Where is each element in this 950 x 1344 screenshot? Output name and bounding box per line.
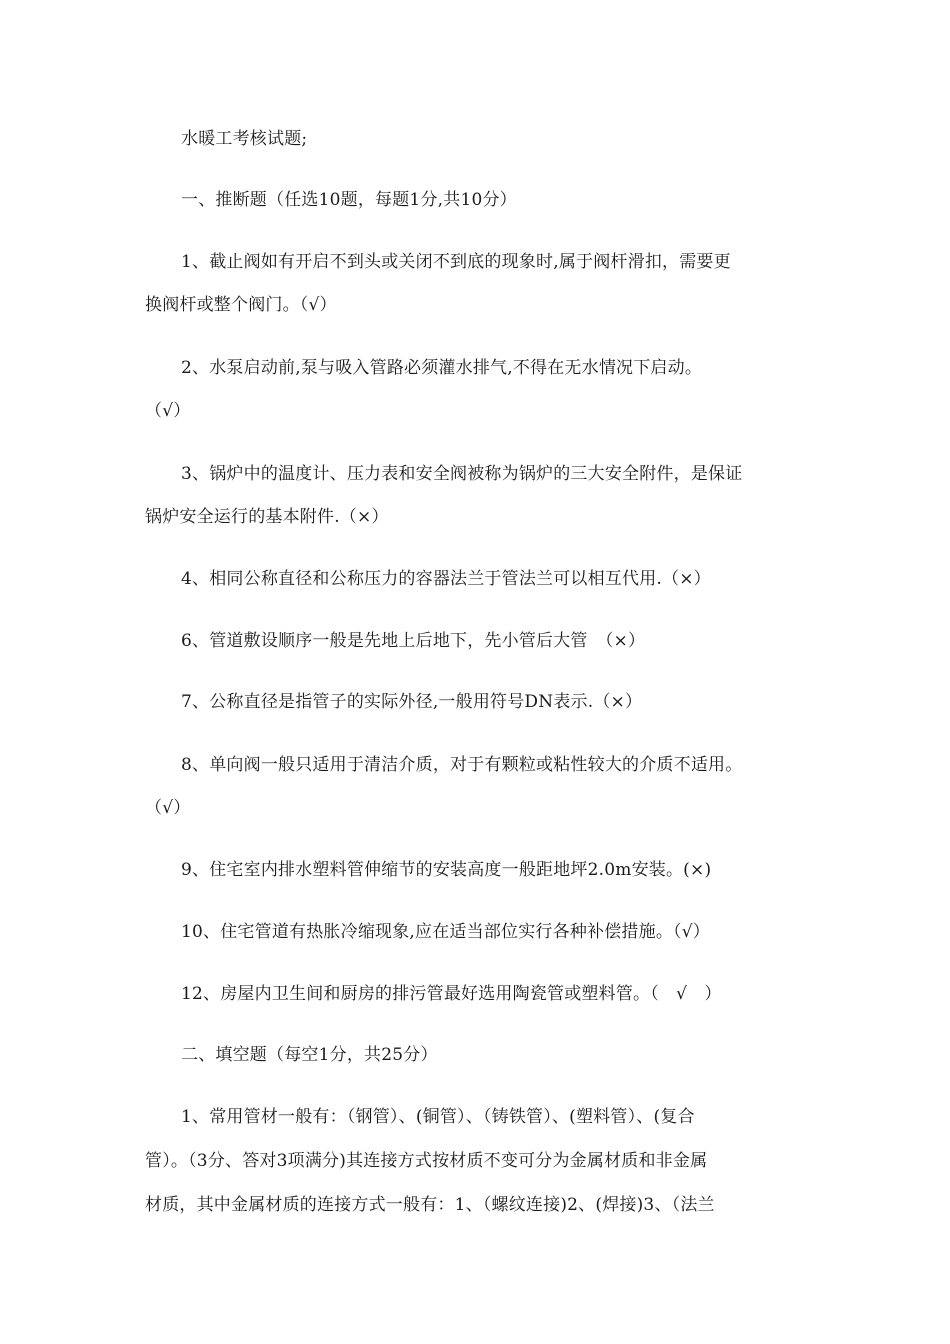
section2-heading: 二、填空题（每空1分，共25分）	[181, 1045, 438, 1065]
question-12: 12、房屋内卫生间和厨房的排污管最好选用陶瓷管或塑料管。（ √ ）	[181, 984, 722, 1004]
question-7: 7、公称直径是指管子的实际外径,一般用符号DN表示.（×）	[181, 692, 643, 712]
fill-question-1-line-3: 材质，其中金属材质的连接方式一般有：1、（螺纹连接)2、(焊接)3、（法兰	[145, 1195, 715, 1215]
question-8-line-1: 8、单向阀一般只适用于清洁介质，对于有颗粒或粘性较大的介质不适用。	[181, 755, 743, 775]
question-4: 4、相同公称直径和公称压力的容器法兰于管法兰可以相互代用.（×）	[181, 569, 711, 589]
question-2-line-1: 2、水泵启动前,泵与吸入管路必须灌水排气,不得在无水情况下启动。	[181, 358, 703, 378]
question-10: 10、住宅管道有热胀冷缩现象,应在适当部位实行各种补偿措施。（√）	[181, 922, 710, 942]
fill-question-1-line-2: 管）。（3分、答对3项满分)其连接方式按材质不变可分为金属材质和非金属	[145, 1151, 708, 1171]
question-8-line-2: （√）	[145, 798, 191, 818]
question-3-line-1: 3、锅炉中的温度计、压力表和安全阀被称为锅炉的三大安全附件，是保证	[181, 464, 743, 484]
question-1-line-2: 换阀杆或整个阀门。（√）	[145, 295, 337, 315]
question-1-line-1: 1、截止阀如有开启不到头或关闭不到底的现象时,属于阀杆滑扣，需要更	[181, 252, 731, 272]
question-2-line-2: （√）	[145, 401, 191, 421]
question-3-line-2: 锅炉安全运行的基本附件.（×）	[145, 507, 389, 527]
question-6: 6、管道敷设顺序一般是先地上后地下，先小管后大管 （×）	[181, 631, 646, 651]
fill-question-1-line-1: 1、常用管材一般有：（钢管）、(铜管）、（铸铁管）、(塑料管）、(复合	[181, 1107, 695, 1127]
document-title: 水暖工考核试题;	[181, 129, 308, 149]
section1-heading: 一、推断题（任选10题，每题1分,共10分）	[181, 190, 517, 210]
question-9: 9、住宅室内排水塑料管伸缩节的安装高度一般距地坪2.0m安装。(×)	[181, 860, 712, 880]
